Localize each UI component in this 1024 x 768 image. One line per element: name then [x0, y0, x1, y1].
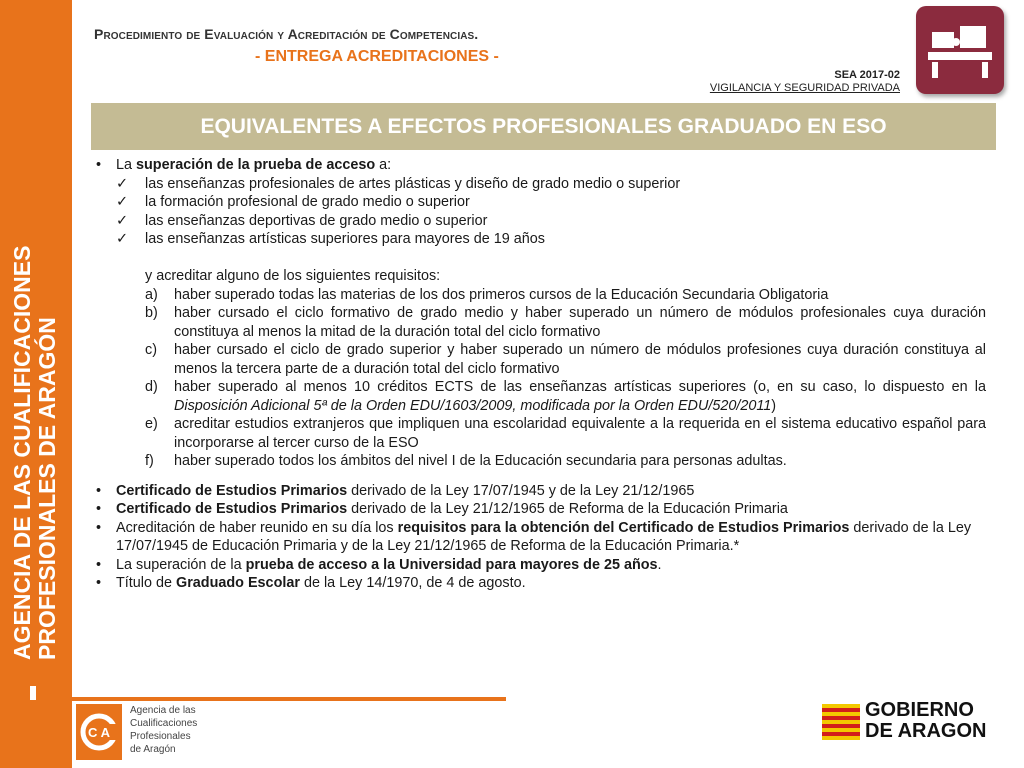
requirements-intro: y acreditar alguno de los siguientes requisitos:: [145, 268, 441, 284]
agency-logo-text: [130, 704, 197, 756]
requirement-item: [96, 304, 986, 341]
text-run: La superación de la: [116, 556, 246, 573]
check-item: [96, 212, 986, 231]
check-item-text: las enseñanzas profesionales de artes plásticas y diseño de grado medio o superior: [145, 175, 681, 192]
bullet-icon: •: [96, 501, 102, 517]
exam-logo-icon: [916, 6, 1004, 94]
list-item-text: [116, 482, 986, 501]
bullet-icon: •: [96, 556, 102, 573]
sidebar-divider: [30, 686, 36, 700]
text-run: de la Ley 14/1970, de 4 de agosto.: [299, 575, 526, 591]
check-item: [96, 230, 986, 249]
requirement-text: [174, 378, 986, 415]
requirement-letter: a): [145, 286, 158, 303]
list-item: [96, 556, 986, 575]
page-subtitle: - ENTREGA ACREDITACIONES -: [255, 48, 499, 65]
agency-logo-line: de Aragón: [130, 744, 176, 755]
bold-run: superación de la prueba de acceso: [136, 157, 376, 173]
agency-logo-letters: C A: [88, 725, 110, 740]
list-item: [96, 156, 986, 175]
page-title: Procedimiento de Evaluación y Acreditación de Competencias.: [94, 26, 479, 42]
requirement-item: [96, 286, 986, 305]
check-item: [96, 175, 986, 194]
requirement-letter: d): [145, 379, 158, 395]
bold-run: Graduado Escolar: [176, 575, 300, 591]
list-item-text: [116, 500, 986, 519]
bold-run: prueba de acceso a la Universidad para mayores de 25 años: [245, 556, 658, 573]
sidebar-line-2: PROFESIONALES DE ARAGÓN: [34, 317, 60, 660]
check-item-text: la formación profesional de grado medio o superior: [145, 194, 470, 210]
list-item-text: [116, 556, 986, 575]
list-item: [96, 574, 986, 593]
text-run: derivado de la Ley 21/12/1965 de Reforma de la Educación Primaria: [347, 501, 788, 517]
italic-run: Disposición Adicional 5ª de la Orden EDU/1603/2009, modificada por la Orden EDU/520/2011: [174, 397, 772, 414]
requirement-letter: c): [145, 342, 157, 358]
text-run: Acreditación de haber reunido en su día los: [116, 519, 398, 536]
list-item: [96, 519, 986, 556]
agency-logo-line: Agencia de las: [130, 705, 196, 716]
text-run: haber superado al menos 10 créditos ECTS de las enseñanzas artísticas superiores (o, en su caso, lo dispuesto en la: [174, 379, 986, 395]
requirement-letter: f): [145, 453, 154, 469]
government-logo-line: DE ARAGON: [865, 720, 987, 742]
check-icon: ✓: [116, 231, 129, 247]
banner-title: EQUIVALENTES A EFECTOS PROFESIONALES GRADUADO EN ESO: [200, 114, 887, 138]
text-run: a:: [375, 157, 392, 173]
requirement-item: [96, 378, 986, 415]
requirement-text: acreditar estudios extranjeros que impliquen una escolaridad equivalente a la requerida en el sistema educativo español para incorporarse al tercer curso de la ESO: [174, 416, 986, 451]
check-icon: ✓: [116, 194, 129, 210]
requirement-letter: e): [145, 416, 158, 432]
sidebar-line-1: AGENCIA DE LAS CUALIFICACIONES: [9, 245, 35, 660]
requirement-item: [96, 415, 986, 452]
check-item-text: las enseñanzas deportivas de grado medio o superior: [145, 212, 488, 229]
check-item: [96, 193, 986, 212]
agency-logo-line: Profesionales: [130, 731, 191, 742]
footer-divider: [72, 697, 506, 701]
requirement-item: [96, 452, 986, 471]
list-item-text: [116, 519, 986, 556]
agency-logo-icon: [76, 704, 122, 760]
bullet-icon: •: [96, 575, 102, 591]
agency-logo-line: Cualificaciones: [130, 718, 198, 729]
requirement-text: haber cursado el ciclo formativo de grado medio y haber superado un número de módulos profesionales cuya duración constituya al menos la mitad de la duración total del ciclo formativo: [174, 305, 986, 340]
list-item-text: [116, 156, 986, 175]
list-item-text: [116, 574, 986, 593]
aragon-flag-icon: [822, 704, 860, 740]
bullet-icon: •: [96, 482, 102, 499]
bold-run: Certificado de Estudios Primarios: [116, 482, 348, 499]
text-run: ): [771, 397, 777, 414]
requirement-text: haber cursado el ciclo de grado superior y haber superado un número de módulos profesiones cuya duración constituya al menos la tercera parte de a duración total del ciclo formativo: [174, 342, 986, 377]
text-run: derivado de la Ley 17/07/1945 y de la Ley 21/12/1965: [347, 482, 695, 499]
sidebar-title: [0, 144, 72, 664]
list-item: [96, 482, 986, 501]
sidebar: [0, 0, 72, 768]
section-banner: [91, 103, 996, 150]
text-run: Título de: [116, 575, 176, 591]
text-run: .: [657, 556, 662, 573]
bullet-icon: •: [96, 157, 102, 173]
government-logo: [865, 700, 986, 742]
main-content: [96, 156, 986, 593]
check-icon: ✓: [116, 175, 129, 192]
requirement-text: haber superado todas las materias de los dos primeros cursos de la Educación Secundaria Obligatoria: [174, 286, 829, 303]
qualification-area: VIGILANCIA Y SEGURIDAD PRIVADA: [709, 82, 900, 94]
government-logo-line: GOBIERNO: [865, 699, 974, 721]
requirement-item: [96, 341, 986, 378]
check-item-text: las enseñanzas artísticas superiores para mayores de 19 años: [145, 231, 545, 247]
text-run: La: [116, 157, 137, 173]
requirement-text: haber superado todos los ámbitos del nivel I de la Educación secundaria para personas adultas.: [174, 453, 787, 469]
check-icon: ✓: [116, 212, 129, 229]
bold-run: Certificado de Estudios Primarios: [116, 501, 348, 517]
text-run: derivado de la Ley 17/07/1945 de Educación Primaria y de la Ley 21/12/1965 de Reforma de la Educación Primaria.*: [116, 519, 972, 554]
list-item: [96, 500, 986, 519]
requirement-letter: b): [145, 305, 158, 321]
document-code: SEA 2017-02: [834, 69, 900, 81]
bullet-icon: •: [96, 519, 102, 536]
bold-run: requisitos para la obtención del Certificado de Estudios Primarios: [397, 519, 850, 536]
